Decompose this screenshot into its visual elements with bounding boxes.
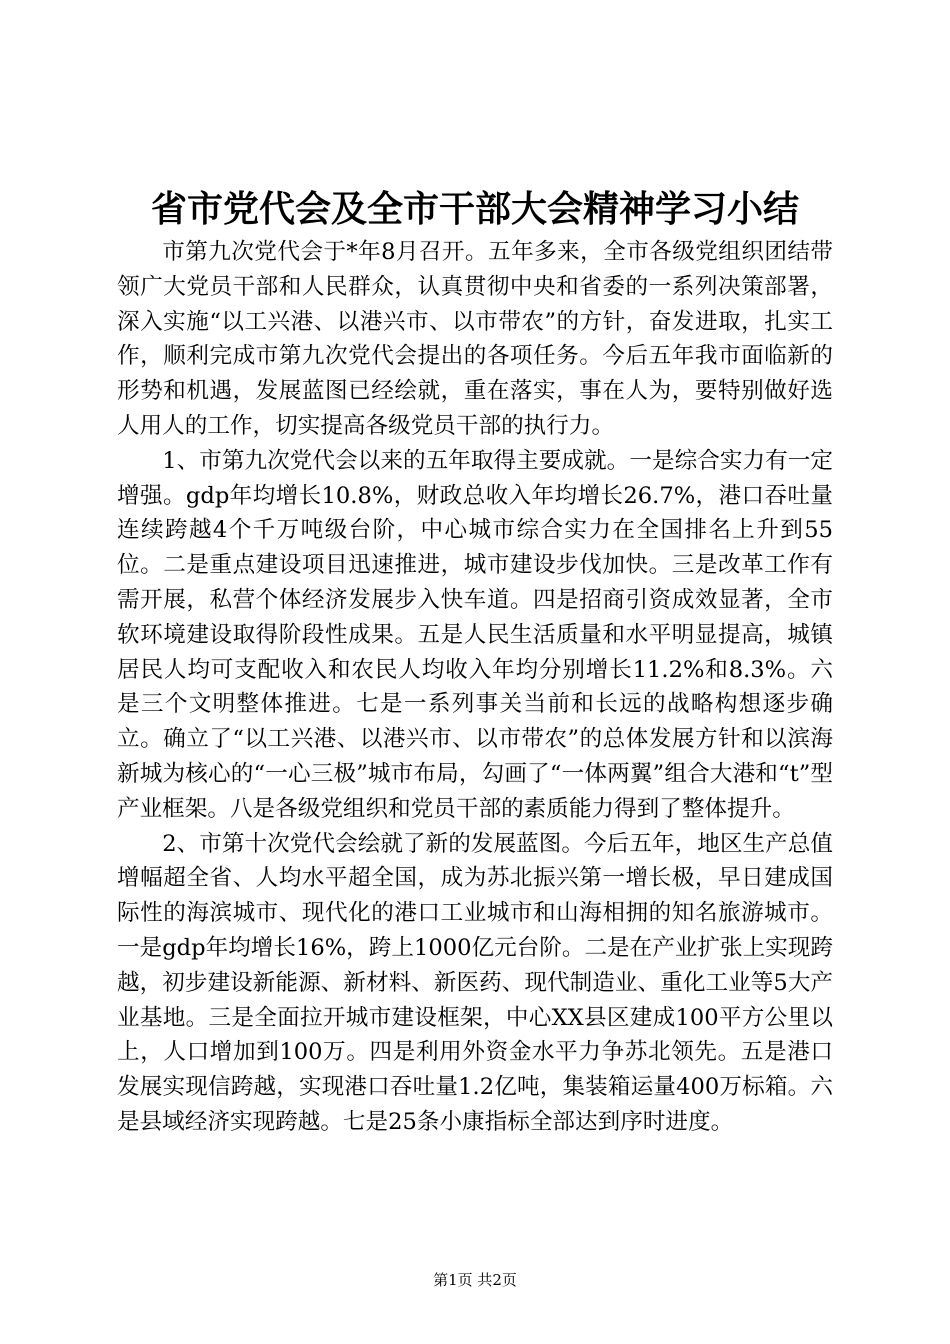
page-title: 省市党代会及全市干部大会精神学习小结: [150, 188, 799, 230]
page-number-footer: 第1页 共2页: [433, 1271, 517, 1289]
paragraph-blueprint: 2、市第十次党代会绘就了新的发展蓝图。今后五年，地区生产总值增幅超全省、人均水平超全国，成为苏北振兴第一增长极，早日建成国际性的海滨城市、现代化的港口工业城市和山海相拥的知名旅游城市。一是gdp年均增长16%，跨上1000亿元台阶。二是在产业扩张上实现跨越，初步建设新能源、新材料、新医药、现代制造业、重化工业等5大产业基地。三是全面拉开城市建设框架，中心XX县区建成100平方公里以上，人口增加到100万。四是利用外资金水平力争苏北领先。五是港口发展实现信跨越，实现港口吞吐量1.2亿吨，集装箱运量400万标箱。六是县域经济实现跨越。七是25条小康指标全部达到序时进度。: [117, 830, 833, 1135]
paragraph-intro: 市第九次党代会于*年8月召开。五年多来，全市各级党组织团结带领广大党员干部和人民群众，认真贯彻中央和省委的一系列决策部署，深入实施“以工兴港、以港兴市、以市带农”的方针，奋发进取，扎实工作，顺利完成市第九次党代会提出的各项任务。今后五年我市面临新的形势和机遇，发展蓝图已经绘就，重在落实，事在人为，要特别做好选人用人的工作，切实提高各级党员干部的执行力。: [117, 239, 833, 439]
document-body: [117, 235, 833, 1140]
paragraph-achievements: 1、市第九次党代会以来的五年取得主要成就。一是综合实力有一定增强。gdp年均增长10.8%，财政总收入年均增长26.7%，港口吞吐量连续跨越4个千万吨级台阶，中心城市综合实力在全国排名上升到55位。二是重点建设项目迅速推进，城市建设步伐加快。三是改革工作有需开展，私营个体经济发展步入快车道。四是招商引资成效显著，全市软环境建设取得阶段性成果。五是人民生活质量和水平明显提高，城镇居民人均可支配收入和农民人均收入年均分别增长11.2%和8.3%。六是三个文明整体推进。七是一系列事关当前和长远的战略构想逐步确立。确立了“以工兴港、以港兴市、以市带农”的总体发展方针和以滨海新城为核心的“一心三极”城市布局，勾画了“一体两翼”组合大港和“t”型产业框架。八是各级党组织和党员干部的素质能力得到了整体提升。: [117, 447, 833, 822]
